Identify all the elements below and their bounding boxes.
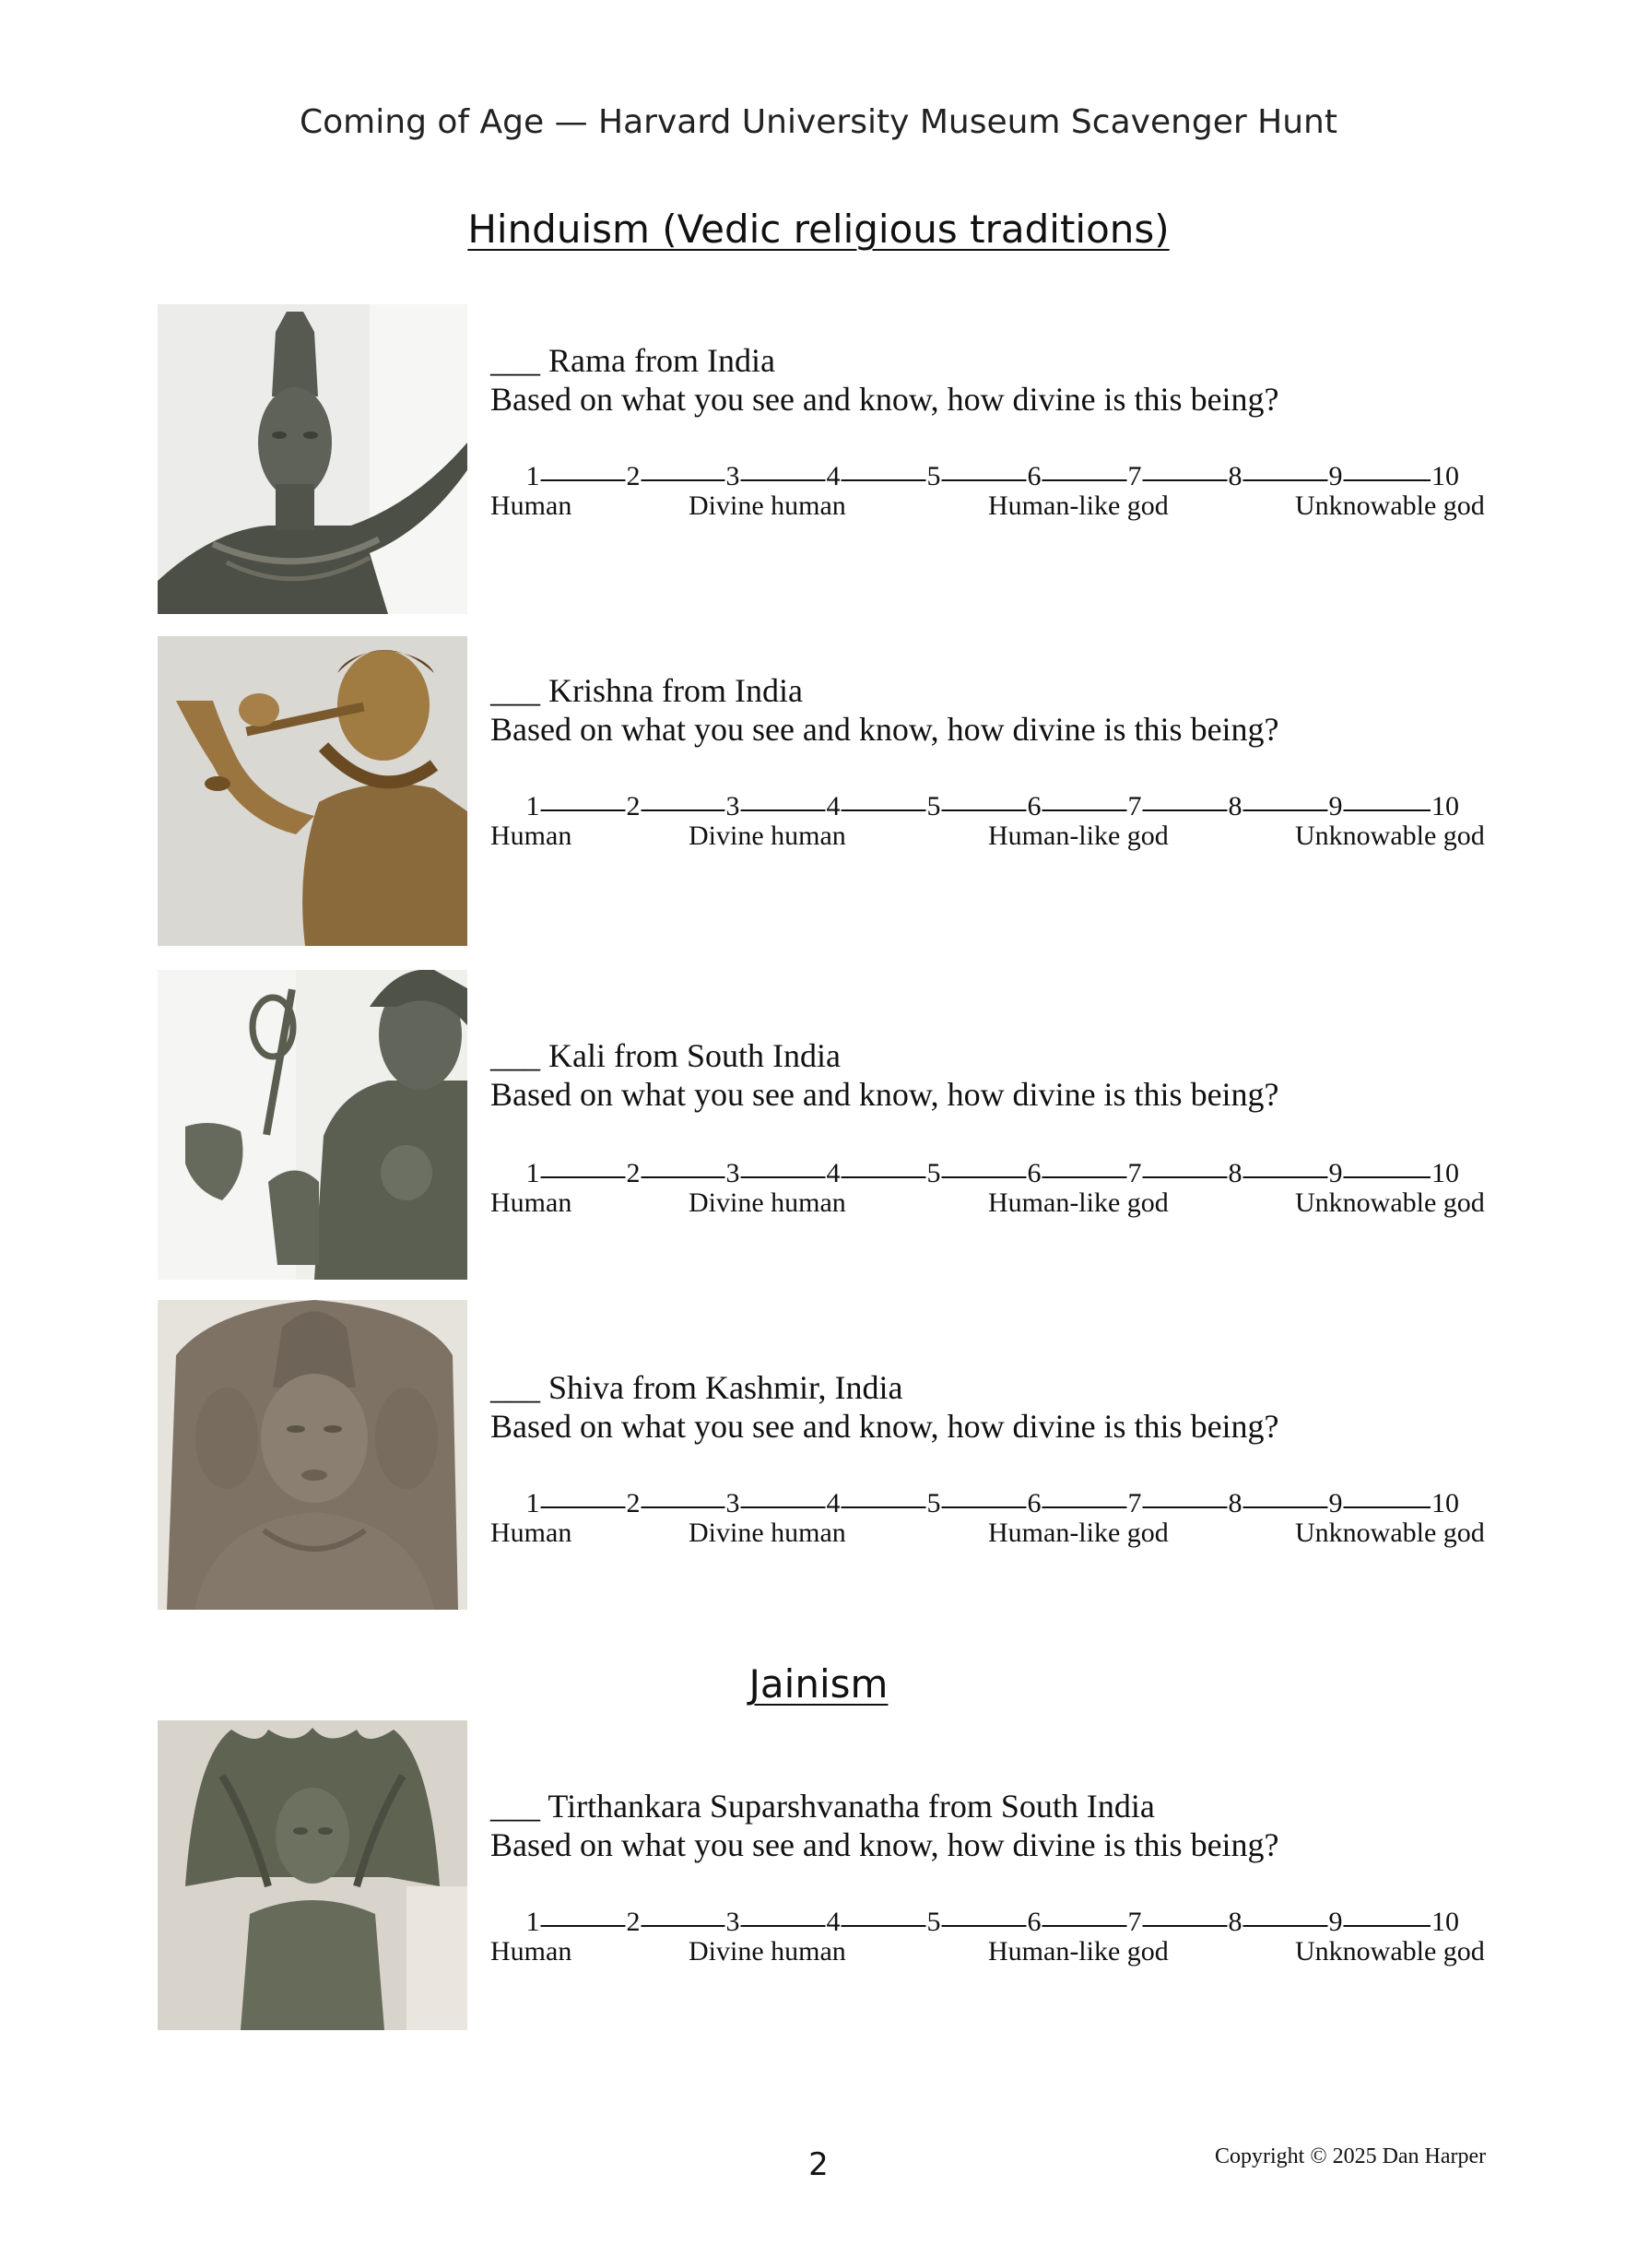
scale-tick: 9 [1328, 791, 1343, 821]
scale-line [533, 1176, 1454, 1178]
scale-tick: 3 [725, 1158, 740, 1188]
scale-tick: 9 [1328, 461, 1343, 491]
entry-question: Based on what you see and know, how divine is this being? [490, 1826, 1279, 1863]
scale-tick: 1 [525, 461, 540, 491]
scale-line [533, 1925, 1454, 1927]
scale-anchor-divine-human: Divine human [689, 821, 846, 851]
scale-anchor-unknowable-god: Unknowable god [1295, 490, 1485, 521]
scale-tick: 10 [1431, 461, 1459, 491]
entry-title: ___ Kali from South India [490, 1037, 841, 1074]
scale-anchor-unknowable-god: Unknowable god [1295, 821, 1485, 851]
entry-question: Based on what you see and know, how divine is this being? [490, 1408, 1279, 1445]
scale-anchor-human-like-god: Human-like god [988, 490, 1169, 521]
entry-krishna [158, 636, 1503, 946]
divinity-scale [490, 461, 1495, 526]
section-heading-hinduism: Hinduism (Vedic religious traditions) [467, 207, 1170, 252]
entry-shiva [158, 1300, 1503, 1610]
scale-tick: 3 [725, 1907, 740, 1937]
shiva-sculpture-image [158, 1300, 467, 1610]
scale-tick: 4 [826, 1488, 841, 1518]
scale-tick: 3 [725, 461, 740, 491]
scale-tick: 9 [1328, 1907, 1343, 1937]
entry-question: Based on what you see and know, how divine is this being? [490, 711, 1279, 748]
scale-anchor-human-like-god: Human-like god [988, 1518, 1169, 1548]
scale-tick: 1 [525, 1488, 540, 1518]
scale-tick: 5 [926, 1488, 941, 1518]
scale-tick: 5 [926, 1907, 941, 1937]
scale-tick: 10 [1431, 1158, 1459, 1188]
scale-tick: 8 [1228, 1907, 1242, 1937]
scale-anchor-human-like-god: Human-like god [988, 1187, 1169, 1218]
entry-title: ___ Rama from India [490, 342, 775, 379]
divinity-scale [490, 1907, 1495, 1971]
divinity-scale [490, 1158, 1495, 1223]
scale-tick: 8 [1228, 1158, 1242, 1188]
page-number: 2 [808, 2146, 829, 2183]
scale-tick: 4 [826, 1158, 841, 1188]
scale-anchor-unknowable-god: Unknowable god [1295, 1518, 1485, 1548]
scale-anchor-human: Human [490, 1518, 572, 1548]
scale-tick: 6 [1027, 1488, 1042, 1518]
scale-tick: 8 [1228, 1488, 1242, 1518]
scale-tick: 6 [1027, 461, 1042, 491]
scale-tick: 8 [1228, 791, 1242, 821]
scale-tick: 4 [826, 791, 841, 821]
scale-tick: 2 [626, 1907, 641, 1937]
divinity-scale [490, 1488, 1495, 1553]
scale-tick: 2 [626, 791, 641, 821]
scale-tick: 2 [626, 461, 641, 491]
scale-anchor-unknowable-god: Unknowable god [1295, 1936, 1485, 1967]
scale-tick: 7 [1127, 1488, 1142, 1518]
scale-anchor-human: Human [490, 1936, 572, 1967]
scale-anchor-human: Human [490, 1187, 572, 1218]
scale-tick: 6 [1027, 1158, 1042, 1188]
scale-tick: 3 [725, 1488, 740, 1518]
entry-title: ___ Krishna from India [490, 672, 803, 709]
scale-anchor-divine-human: Divine human [689, 490, 846, 521]
scale-anchor-human: Human [490, 821, 572, 851]
entry-rama [158, 304, 1503, 614]
scale-tick: 6 [1027, 791, 1042, 821]
scale-tick: 6 [1027, 1907, 1042, 1937]
scale-tick: 1 [525, 791, 540, 821]
rama-statue-image [158, 304, 467, 614]
scale-anchor-divine-human: Divine human [689, 1936, 846, 1967]
entry-question: Based on what you see and know, how divine is this being? [490, 381, 1279, 418]
scale-tick: 10 [1431, 791, 1459, 821]
copyright-notice: Copyright © 2025 Dan Harper [1215, 2144, 1487, 2168]
scale-tick: 7 [1127, 791, 1142, 821]
scale-tick: 3 [725, 791, 740, 821]
scale-tick: 7 [1127, 1158, 1142, 1188]
entry-question: Based on what you see and know, how divine is this being? [490, 1076, 1279, 1113]
entry-title: ___ Tirthankara Suparshvanatha from South India [490, 1788, 1155, 1825]
scale-tick: 9 [1328, 1488, 1343, 1518]
tirthankara-statue-image [158, 1720, 467, 2030]
entry-title: ___ Shiva from Kashmir, India [490, 1369, 903, 1406]
scale-line [533, 809, 1454, 811]
scale-tick: 7 [1127, 1907, 1142, 1937]
section-heading-jainism: Jainism [748, 1661, 889, 1707]
scale-tick: 5 [926, 791, 941, 821]
scale-anchor-unknowable-god: Unknowable god [1295, 1187, 1485, 1218]
scale-tick: 8 [1228, 461, 1242, 491]
scale-tick: 5 [926, 461, 941, 491]
krishna-statue-image [158, 636, 467, 946]
scale-anchor-human-like-god: Human-like god [988, 821, 1169, 851]
page-header: Coming of Age — Harvard University Museum Scavenger Hunt [300, 103, 1337, 141]
scale-tick: 1 [525, 1158, 540, 1188]
divinity-scale [490, 791, 1495, 856]
scale-anchor-human-like-god: Human-like god [988, 1936, 1169, 1967]
kali-statue-image [158, 970, 467, 1280]
scale-tick: 10 [1431, 1907, 1459, 1937]
scale-tick: 7 [1127, 461, 1142, 491]
scale-anchor-divine-human: Divine human [689, 1187, 846, 1218]
scale-anchor-divine-human: Divine human [689, 1518, 846, 1548]
scale-tick: 10 [1431, 1488, 1459, 1518]
entry-tirthankara [158, 1720, 1503, 2030]
scale-tick: 2 [626, 1488, 641, 1518]
scale-tick: 2 [626, 1158, 641, 1188]
scale-line [533, 479, 1454, 481]
scale-tick: 9 [1328, 1158, 1343, 1188]
scale-tick: 1 [525, 1907, 540, 1937]
entry-kali [158, 970, 1503, 1280]
scale-tick: 4 [826, 1907, 841, 1937]
scale-tick: 5 [926, 1158, 941, 1188]
scale-line [533, 1506, 1454, 1508]
scale-tick: 4 [826, 461, 841, 491]
scale-anchor-human: Human [490, 490, 572, 521]
